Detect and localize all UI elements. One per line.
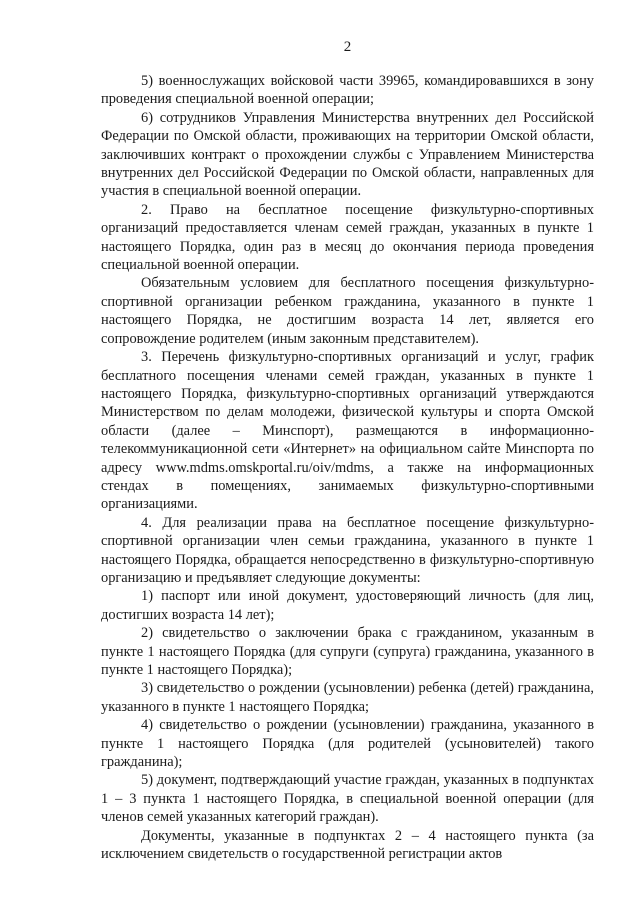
paragraph-item-6: 6) сотрудников Управления Министерства внутренних дел Российской Федерации по Омской области, проживающих на территории Омской области, заключивших контракт о прохождении службы с Управлением Министерства внутренних дел Российской Федерации по Омской области, направленных для участия в специальной военной операции. [101, 109, 594, 200]
paragraph-item-5: 5) военнослужащих войсковой части 39965, командировавшихся в зону проведения специальной военной операции; [101, 73, 594, 108]
paragraph-mandatory-condition: Обязательным условием для бесплатного посещения физкультурно-спортивной организации ребенком гражданина, указанного в пункте 1 настоящего Порядка, не достигшим возраста 14 лет, является его сопровождение родителем (иным законным представителем). [101, 275, 594, 347]
paragraph-doc-4: 4) свидетельство о рождении (усыновлении) гражданина, указанного в пункте 1 настоящего Порядка (для родителей (усыновителей) такого гражданина); [101, 717, 594, 771]
paragraph-doc-1: 1) паспорт или иной документ, удостоверяющий личность (для лиц, достигших возраста 14 лет); [101, 588, 594, 623]
paragraph-clause-4: 4. Для реализации права на бесплатное посещение физкультурно-спортивной организации член семьи гражданина, указанного в пункте 1 настоящего Порядка, обращается непосредственно в физкультурно-спортивную организацию и предъявляет следующие документы: [101, 514, 594, 586]
paragraph-documents-note: Документы, указанные в подпунктах 2 – 4 настоящего пункта (за исключением свидетельств о государственной регистрации актов [101, 827, 594, 863]
paragraph-clause-3: 3. Перечень физкультурно-спортивных организаций и услуг, график бесплатного посещения членами семей граждан, указанных в пункте 1 настоящего Порядка, физкультурно-спортивных организаций утверждаются Министерством по делам молодежи, физической культуры и спорта Омской области (далее – Минспорт), размещаются в информационно-телекоммуникационной сети «Интернет» на официальном сайте Минспорта по адресу www.mdms.omskportal.ru/oiv/mdms, а также на информационных стендах в помещениях, занимаемых физкультурно-спортивными организациями. [101, 349, 594, 513]
paragraph-doc-5: 5) документ, подтверждающий участие граждан, указанных в подпунктах 1 – 3 пункта 1 настоящего Порядка, в специальной военной операции (для членов семей указанных категорий граждан). [101, 772, 594, 826]
page-number: 2 [343, 39, 352, 55]
paragraph-clause-2: 2. Право на бесплатное посещение физкультурно-спортивных организаций предоставляется членам семей граждан, указанных в пункте 1 настоящего Порядка, один раз в месяц до окончания периода проведения специальной военной операции. [101, 201, 594, 274]
paragraph-doc-2: 2) свидетельство о заключении брака с гражданином, указанным в пункте 1 настоящего Порядка (для супруги (супруга) гражданина, указанного в пункте 1 настоящего Порядка); [101, 625, 594, 678]
paragraph-doc-3: 3) свидетельство о рождении (усыновлении) ребенка (детей) гражданина, указанного в пункте 1 настоящего Порядка; [101, 680, 594, 715]
